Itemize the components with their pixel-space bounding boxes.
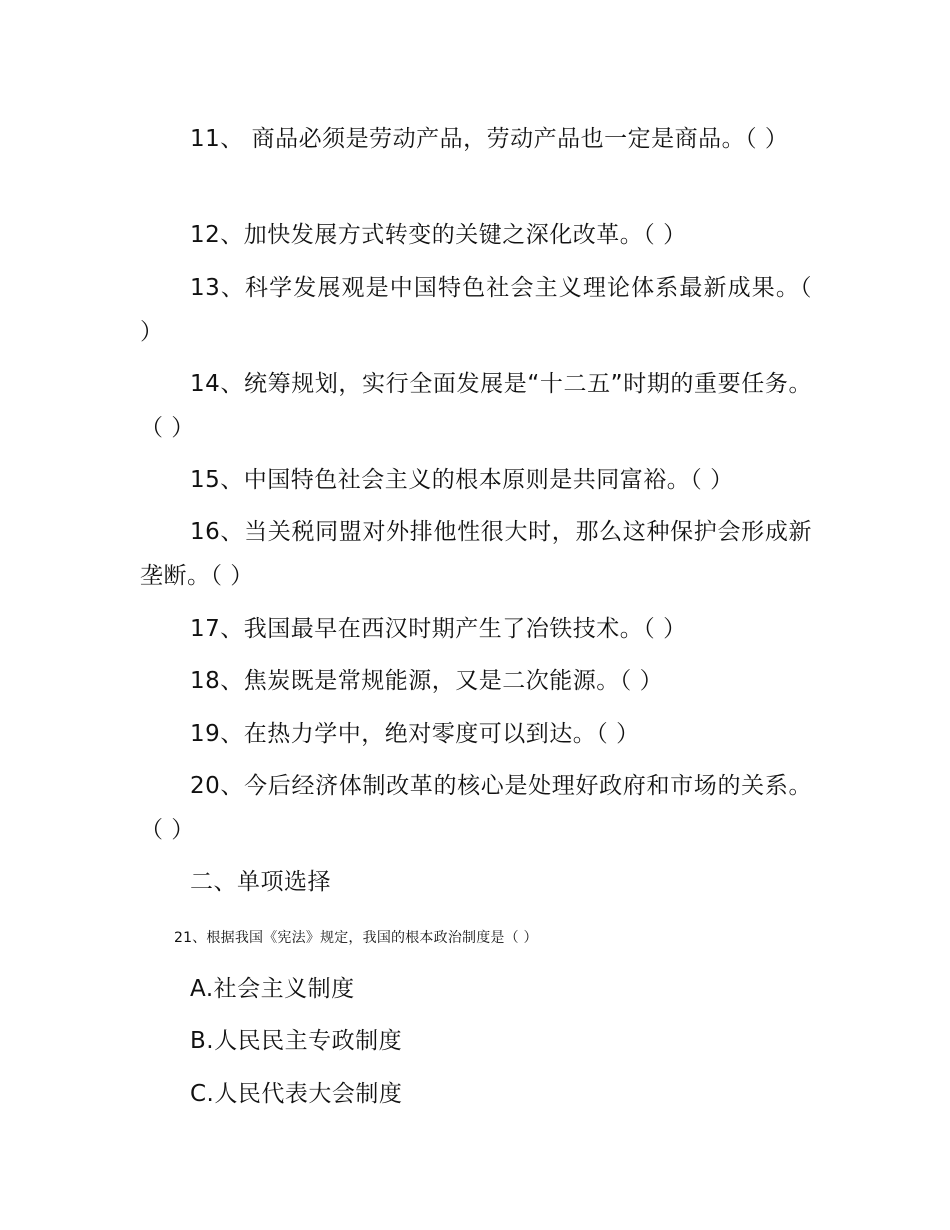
question-17: 17、我国最早在西汉时期产生了冶铁技术。（ ） — [190, 616, 687, 642]
question-14: 14、统筹规划，实行全面发展是“十二五”时期的重要任务。（ ） — [140, 371, 812, 441]
question-21: 21、根据我国《宪法》规定，我国的根本政治制度是（ ） — [174, 930, 538, 946]
section-heading-single-choice: 二、单项选择 — [190, 869, 331, 895]
question-18: 18、焦炭既是常规能源，又是二次能源。（ ） — [190, 668, 664, 694]
question-11: 11、 商品必须是劳动产品，劳动产品也一定是商品。（ ） — [190, 126, 789, 152]
question-19: 19、在热力学中，绝对零度可以到达。（ ） — [190, 721, 640, 747]
question-15: 15、中国特色社会主义的根本原则是共同富裕。（ ） — [190, 467, 734, 493]
option-a: A.社会主义制度 — [190, 976, 355, 1002]
question-16: 16、当关税同盟对外排他性很大时，那么这种保护会形成新垄断。（ ） — [140, 519, 812, 589]
question-13: 13、科学发展观是中国特色社会主义理论体系最新成果。（ ） — [140, 275, 812, 345]
option-c: C.人民代表大会制度 — [190, 1081, 403, 1107]
option-b: B.人民民主专政制度 — [190, 1028, 403, 1054]
question-20: 20、今后经济体制改革的核心是处理好政府和市场的关系。（ ） — [140, 773, 812, 843]
question-12: 12、加快发展方式转变的关键之深化改革。（ ） — [190, 222, 687, 248]
